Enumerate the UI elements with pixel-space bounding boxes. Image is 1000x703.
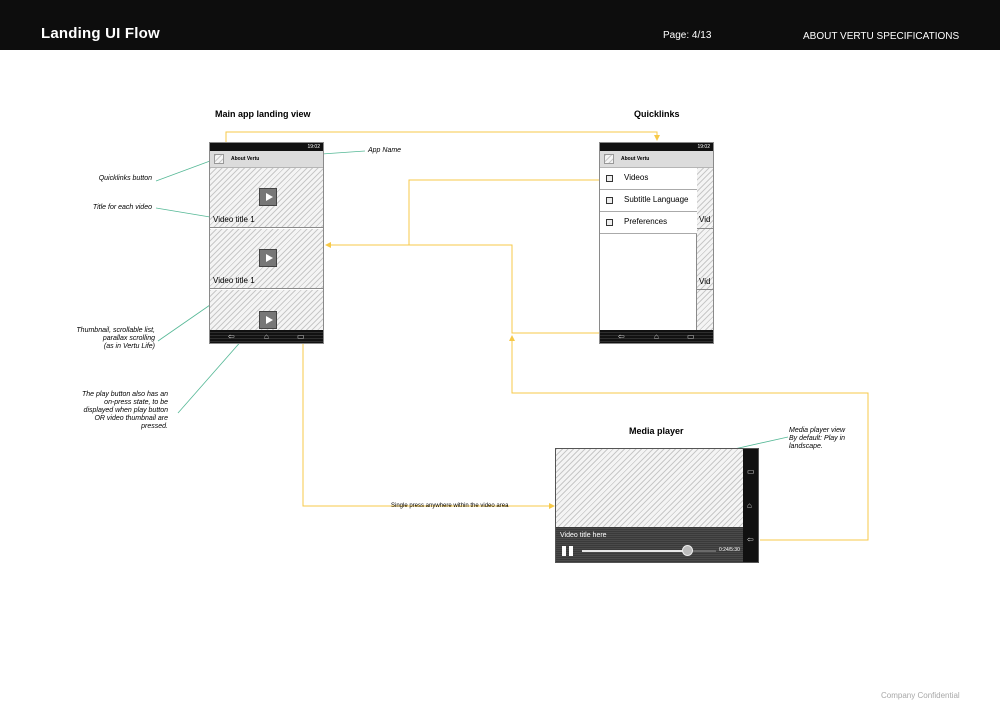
- pause-icon[interactable]: [562, 546, 574, 556]
- section-title-media: Media player: [629, 426, 684, 436]
- annotation-media-player: Media player view By default: Play in landscape.: [789, 427, 846, 450]
- callout-thumbnail: [158, 305, 210, 341]
- settings-icon: [606, 219, 613, 226]
- divider: [697, 289, 714, 290]
- main-landing-phone: [209, 142, 324, 344]
- recents-icon[interactable]: ▭: [687, 332, 695, 341]
- video-list-item[interactable]: [210, 168, 323, 228]
- back-icon[interactable]: ⇦: [747, 535, 754, 544]
- video-title-peek: Vid: [699, 215, 711, 224]
- page-title: Landing UI Flow: [41, 25, 160, 42]
- progress-handle[interactable]: [682, 545, 693, 556]
- player-video-title: Video title here: [560, 532, 607, 539]
- callout-title: [156, 208, 210, 217]
- nav-bar: [600, 330, 713, 344]
- quicklinks-icon[interactable]: [214, 154, 224, 164]
- recents-icon[interactable]: ▭: [747, 467, 755, 476]
- app-bar: [210, 151, 323, 168]
- section-title-quicklinks: Quicklinks: [634, 109, 680, 119]
- flow-videos-to-main: [326, 180, 600, 245]
- document-title: ABOUT VERTU SPECIFICATIONS: [803, 31, 960, 42]
- quicklinks-icon[interactable]: [604, 154, 614, 164]
- media-player: [555, 448, 759, 563]
- status-bar: [600, 143, 713, 151]
- menu-item-subtitle-language[interactable]: [600, 190, 697, 212]
- annotation-quicklinks-button: Quicklinks button: [98, 175, 152, 182]
- footer-confidential: Company Confidential: [881, 691, 960, 700]
- status-time: 19:02: [307, 144, 320, 150]
- back-icon[interactable]: ⇦: [228, 332, 235, 341]
- play-icon[interactable]: [259, 188, 277, 206]
- status-bar: [210, 143, 323, 151]
- video-title: Video title 1: [213, 215, 255, 224]
- subtitle-icon: [606, 197, 613, 204]
- back-icon[interactable]: ⇦: [618, 332, 625, 341]
- page-number: Page: 4/13: [663, 30, 712, 41]
- video-icon: [606, 175, 613, 182]
- nav-bar: [210, 330, 323, 344]
- play-icon[interactable]: [259, 311, 277, 329]
- video-area[interactable]: [556, 449, 743, 527]
- menu-item-label: Subtitle Language: [624, 195, 689, 204]
- home-icon[interactable]: ⌂: [654, 332, 659, 341]
- annotation-single-press: Single press anywhere within the video area: [391, 503, 509, 509]
- underlying-list-peek: [697, 168, 714, 330]
- app-bar: [600, 151, 713, 168]
- play-icon[interactable]: [259, 249, 277, 267]
- section-title-main: Main app landing view: [215, 109, 311, 119]
- menu-item-label: Preferences: [624, 217, 668, 226]
- annotation-play-button: The play button also has an on-press state, to be displayed when play button OR video thumbnail are pressed.: [81, 391, 168, 430]
- status-time: 19:02: [697, 144, 710, 150]
- video-title: Video title 1: [213, 276, 255, 285]
- player-controls: [556, 527, 743, 563]
- video-list-item[interactable]: [210, 290, 323, 330]
- video-title-peek: Vid: [699, 277, 711, 286]
- annotation-app-name: App Name: [368, 147, 402, 154]
- quicklinks-phone: [599, 142, 714, 344]
- menu-item-videos[interactable]: [600, 168, 697, 190]
- progress-track[interactable]: [582, 550, 716, 552]
- callout-quicklinks: [156, 161, 210, 181]
- annotation-thumbnail: Thumbnail, scrollable list, parallax scrolling (as in Vertu Life): [76, 327, 155, 350]
- home-icon[interactable]: ⌂: [264, 332, 269, 341]
- flow-quicklinks-back: [409, 245, 600, 333]
- time-display: 0:24/5:30: [719, 547, 740, 553]
- recents-icon[interactable]: ▭: [297, 332, 305, 341]
- player-nav-bar: [743, 449, 759, 563]
- video-list-item[interactable]: [210, 229, 323, 289]
- menu-item-label: Videos: [624, 173, 649, 182]
- app-title: About Vertu: [231, 156, 260, 162]
- divider: [697, 228, 714, 229]
- app-title: About Vertu: [621, 156, 650, 162]
- annotation-title-each-video: Title for each video: [92, 204, 152, 211]
- menu-item-preferences[interactable]: [600, 212, 697, 234]
- flow-main-to-player: [303, 343, 554, 506]
- progress-fill: [582, 550, 687, 552]
- home-icon[interactable]: ⌂: [747, 501, 752, 510]
